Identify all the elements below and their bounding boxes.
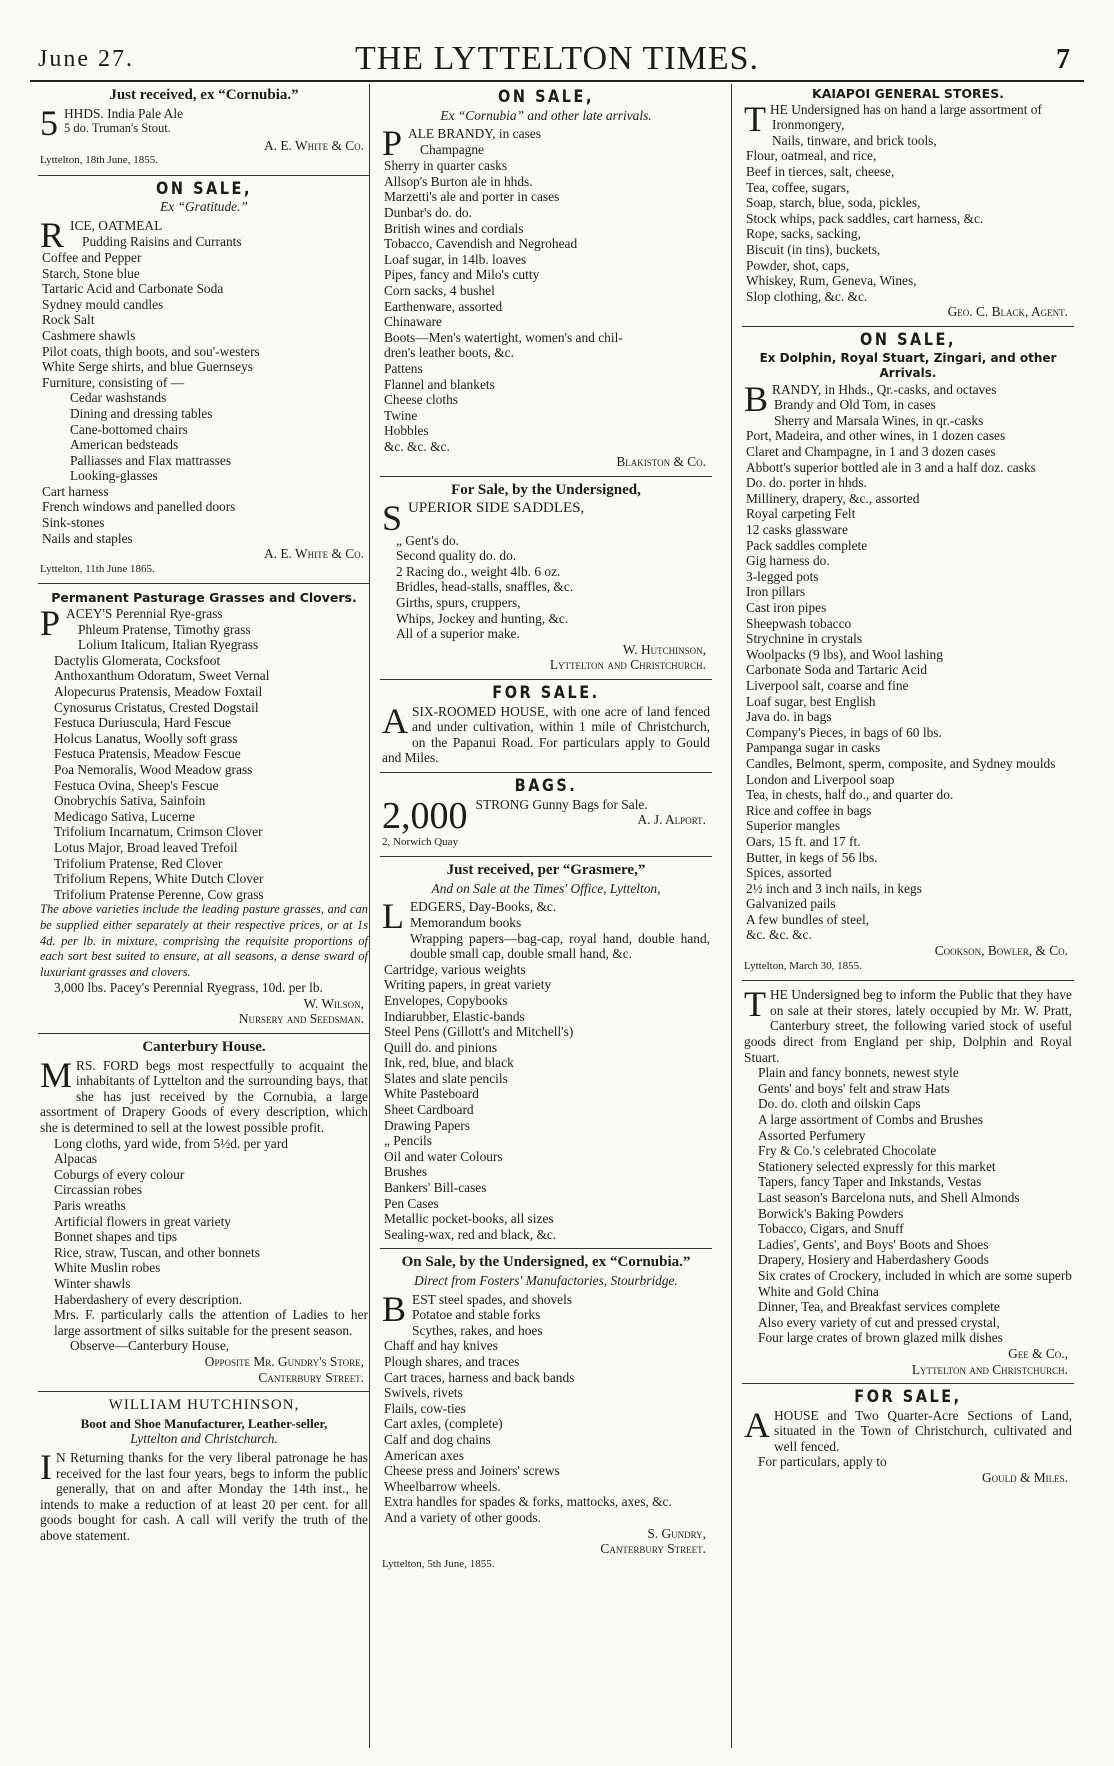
list-item: American axes [384,1447,464,1463]
ad-line: 5 do. Truman's Stout. [64,121,171,136]
list-item: Palliasses and Flax mattrasses [70,452,232,468]
ad-line: EST steel spades, and shovels [412,1291,573,1307]
list-item: Flails, cow-ties [384,1400,466,1416]
list-item: Oars, 15 ft. and 17 ft. [746,833,861,849]
list-item: Cartridge, various weights [384,961,526,977]
ad-kaiapoi-stores [742,86,1074,327]
list-item: Lolium Italicum, Italian Ryegrass [78,637,259,653]
list-item: Slop clothing, &c. &c. [746,288,868,304]
ad-pasture-grasses [38,590,370,1034]
drop-cap: S [382,497,403,538]
list-item: Drapery, Hosiery and Haberdashery Goods [758,1252,989,1268]
item-list [40,250,368,390]
list-item: Bonnet shapes and tips [54,1229,178,1245]
list-item: Trifolium Repens, White Dutch Clover [54,871,264,887]
ad-heading: Canterbury House. [142,1039,266,1056]
list-item: Oil and water Colours [384,1148,503,1164]
list-item: Phleum Pratense, Timothy grass [78,621,251,637]
drop-cap: P [382,123,403,164]
ad-signature: Observe—Canterbury House, [70,1338,230,1354]
ad-subheading: Lyttelton and Christchurch. [130,1431,278,1447]
list-item: Sink-stones [42,515,105,531]
list-item: Dining and dressing tables [70,405,213,421]
list-item: 2½ inch and 3 inch nails, in kegs [746,880,922,896]
drop-cap: T [744,98,766,139]
list-item: Bridles, head-stalls, snaffles, &c. [396,579,574,595]
list-item: Alopecurus Pratensis, Meadow Foxtail [54,684,263,699]
list-item: Cart traces, harness and back bands [384,1369,575,1385]
list-item: Artificial flowers in great variety [54,1213,231,1229]
ad-signature: Gould & Miles. [981,1470,1068,1486]
ad-signature: Cookson, Bowler, & Co. [934,943,1068,959]
list-item: Ladies', Gents', and Boys' Boots and Shoes [758,1236,989,1252]
ad-heading: FOR SALE. [492,683,600,703]
ad-paragraph: RS. FORD begs most respectfully to acquaint the inhabitants of Lyttelton and the surrounding bays, that she has just received by the Cornubia, a large assortment of Drapery Goods of every description, which she is determined to sell at the lowest possible profit. [40,1057,368,1136]
list-item: American bedsteads [70,437,179,453]
furniture-list [40,390,368,484]
list-item: 3-legged pots [746,568,819,584]
list-item: Assorted Perfumery [758,1127,866,1143]
ad-note: The above varieties include the leading pasture grasses, and can be supplied either separately at their respective prices, or at 1s 4d. per lb. in mixture, comprising the requisite proportions of each sort best suited to ensure, at all seasons, a dense sward of luxuriant grasses and clovers. [40,902,368,979]
ad-signature: Canterbury Street. [258,1369,364,1385]
list-item: Brandy and Old Tom, in cases [774,397,936,413]
list-item: Last season's Barcelona nuts, and Shell Almonds [758,1189,1020,1205]
list-item: Dunbar's do. do. [384,204,472,220]
list-item: „ Gent's do. [396,532,460,548]
drop-cap: T [744,984,766,1025]
ad-line: EDGERS, Day-Books, &c. [410,899,557,915]
list-item: Sheet Cardboard [384,1102,474,1118]
ad-signature: Nursery and Seedsman. [238,1011,364,1027]
item-list [382,915,710,1242]
ad-line: HE Undersigned has on hand a large assortment of [770,101,1042,117]
drop-cap: I [40,1446,52,1487]
list-item: Dactylis Glomerata, Cocksfoot [54,652,221,668]
list-item: Cart axles, (complete) [384,1416,503,1432]
ad-heading: ON SALE, [498,87,594,107]
list-item: Festuca Duriuscula, Hard Fescue [54,715,232,731]
ad-side-saddles [380,483,712,680]
list-item: Galvanized pails [746,896,836,912]
ad-paragraph: Mrs. F. particularly calls the attention of Ladies to her large assortment of silks suitable for the present season. [54,1307,368,1338]
list-item: Pattens [384,360,423,376]
list-item: Corn sacks, 4 bushel [384,282,495,298]
list-item: Loaf sugar, in 14lb. loaves [384,251,527,267]
ad-heading: On Sale, by the Undersigned, ex “Cornubia.” [401,1254,691,1271]
list-item: Bankers' Bill-cases [384,1180,487,1196]
list-item: Stock whips, pack saddles, cart harness, &c. [746,210,984,226]
newspaper-title: THE LYTTELTON TIMES. [354,40,760,77]
list-item: Millinery, drapery, &c., assorted [746,490,920,506]
list-item: Rope, sacks, sacking, [746,226,861,242]
ad-address: 2, Norwich Quay [382,835,459,848]
ad-gunny-bags [380,775,712,857]
list-item: Abbott's superior bottled ale in 3 and a half doz. casks [746,459,1036,475]
list-item: Superior mangles [746,818,841,834]
list-item: And a variety of other goods. [384,1509,541,1525]
list-item: Marzetti's ale and porter in cases [384,189,560,205]
list-item: Looking-glasses [70,468,158,484]
list-item: Six crates of Crockery, included in which are some superb White and Gold China [758,1267,1072,1299]
drop-cap: R [40,214,65,255]
list-item: Boots—Men's watertight, women's and chil- [384,329,623,345]
ad-heading: Just received, per “Grasmere,” [446,862,646,879]
list-item: Do. do. porter in hhds. [746,475,867,491]
list-item: Wheelbarrow wheels. [384,1478,501,1494]
ad-date: Lyttelton, 11th June 1865. [40,562,155,575]
list-item: White Muslin robes [54,1260,161,1276]
ad-paragraph: HOUSE and Two Quarter-Acre Sections of Land, situated in the Town of Christchurch, cultivated and well fenced. [774,1407,1072,1454]
ad-signature: A. J. Alport. [637,812,706,828]
list-item: All of a superior make. [396,626,520,642]
list-item: Flannel and blankets [384,376,495,392]
ad-house-for-sale [742,1387,1074,1492]
list-item: Tartaric Acid and Carbonate Soda [42,281,224,297]
list-item: Ink, red, blue, and black [384,1055,514,1071]
list-item: Flour, oatmeal, and rice, [746,148,877,164]
ad-line: ALE BRANDY, in cases [408,126,541,142]
list-item: White Pasteboard [384,1086,479,1102]
list-item: Biscuit (in tins), buckets, [746,241,881,257]
list-item: Sydney mould candles [42,296,164,312]
list-item: Twine [384,407,418,423]
ad-signature: A. E. White & Co. [263,546,364,562]
list-item: 12 casks glassware [746,522,848,538]
list-item: Cheese press and Joiners' screws [384,1463,560,1479]
list-item: Rock Salt [42,312,95,328]
ad-gee-and-co [742,984,1074,1384]
list-item: Chinaware [384,314,443,330]
list-item: Swivels, rivets [384,1385,463,1401]
list-item: Pack saddles complete [746,537,868,553]
ad-paragraph: N Returning thanks for the very liberal patronage he has received for the last four years, begs to inform the public generally, that on and after Monday the 14th inst., he intends to make a reduction of at least 20 per cent. for all goods bought for cash. A call will verify the truth of the above statement. [40,1449,368,1543]
list-item: Nails, tinware, and brick tools, [772,132,937,148]
list-item: Trifolium Pratense, Red Clover [54,855,223,871]
list-item: Whiskey, Rum, Geneva, Wines, [746,273,917,289]
ad-signature: Lyttelton and Christchurch. [911,1361,1068,1377]
list-item: Brushes [384,1164,428,1180]
list-item: Steel Pens (Gillott's and Mitchell's) [384,1024,574,1040]
list-item: Cynosurus Cristatus, Crested Dogstail [54,699,259,715]
list-item: Liverpool salt, coarse and fine [746,677,909,693]
ad-heading: WILLIAM HUTCHINSON, [108,1397,300,1414]
list-item: Beef in tierces, salt, cheese, [746,163,895,179]
list-item: Festuca Ovina, Sheep's Fescue [54,777,219,793]
list-item: Rice, straw, Tuscan, and other bonnets [54,1244,260,1260]
drop-cap: A [744,1404,770,1445]
ad-signature: W. Wilson, [303,995,364,1011]
list-item: Cashmere shawls [42,327,136,343]
list-item: Starch, Stone blue [42,265,140,281]
list-item: Furniture, consisting of — [42,374,185,390]
list-item: Indiarubber, Elastic-bands [384,1008,525,1024]
list-item: Cast iron pipes [746,600,827,615]
list-item: Memorandum books [410,914,522,930]
list-item: Cane-bottomed chairs [70,421,188,437]
ad-signature: W. Hutchinson, [622,641,706,657]
list-item: Loaf sugar, best English [746,693,876,709]
column-rule [731,84,732,1748]
list-item: Metallic pocket-books, all sizes [384,1211,554,1227]
ad-signature: Blakiston & Co. [616,454,706,470]
column-1 [38,86,370,1555]
ad-heading: KAIAPOI GENERAL STORES. [812,86,1004,101]
item-list [382,1307,710,1525]
drop-cap: P [40,603,61,644]
ad-heading: ON SALE, [156,178,252,199]
list-item: Tobacco, Cavendish and Negrohead [384,236,578,252]
list-item: Borwick's Baking Powders [758,1205,904,1221]
ad-signature: Gee & Co., [1008,1345,1068,1361]
ad-line: Pudding Raisins and Currants [82,233,242,249]
item-list [40,484,368,546]
list-item: Tobacco, Cigars, and Snuff [758,1221,904,1237]
ad-subheading: And on Sale at the Times' Office, Lyttelton, [431,880,661,896]
ad-line: RANDY, in Hhds., Qr.-casks, and octaves [772,381,997,397]
ad-on-sale-gratitude [38,178,370,585]
ad-date: Lyttelton, 18th June, 1855. [40,154,158,167]
list-item: Cheese cloths [384,392,459,408]
ad-paragraph: For particulars, apply to [758,1454,887,1470]
list-item: Medicago Sativa, Lucerne [54,808,195,824]
list-item: Ironmongery, [772,117,845,133]
list-item: Onobrychis Sativa, Sainfoin [54,793,206,809]
list-item: Strychnine in crystals [746,631,863,647]
drop-cap: 5 [40,102,58,143]
list-item: Poa Nemoralis, Wood Meadow grass [54,761,253,777]
list-item: French windows and panelled doors [42,499,236,515]
bag-quantity: 2,000 [382,794,468,837]
list-item: Woolpacks (9 lbs), and Wool lashing [746,646,943,662]
ad-signature: S. Gundry, [647,1525,706,1541]
list-item: Haberdashery of every description. [54,1291,243,1307]
list-item: Trifolium Incarnatum, Crimson Clover [54,824,263,840]
list-item: Tea, coffee, sugars, [746,179,850,195]
list-item: Slates and slate pencils [384,1070,508,1086]
list-item: Coffee and Pepper [42,249,142,265]
list-item: Sheepwash tobacco [746,615,852,631]
item-list [744,1065,1072,1346]
ad-subheading: Direct from Fosters' Manufactories, Stourbridge. [414,1273,678,1288]
ad-fosters-manufactories [380,1255,712,1578]
list-item: Stationery selected expressly for this market [758,1158,996,1174]
list-item: Pilot coats, thigh boots, and sou'-westers [42,343,260,359]
list-item: Nails and staples [42,530,133,546]
list-item: Tapers, fancy Taper and Inkstands, Vestas [758,1174,982,1190]
list-item: London and Liverpool soap [746,771,895,787]
list-item: &c. &c. &c. [746,927,812,943]
ad-subheading: Ex “Gratitude.” [160,199,248,215]
list-item: Also every variety of cut and pressed crystal, [758,1314,1000,1330]
list-item: Pen Cases [384,1195,439,1211]
list-item: Wrapping papers—bag-cap, royal hand, double hand, double small cap, double small hand, &c. [410,930,710,962]
list-item: A large assortment of Combs and Brushes [758,1112,984,1127]
list-item: dren's leather boots, &c. [384,345,514,361]
list-item: Second quality do. do. [396,548,517,564]
list-item: Coburgs of every colour [54,1166,185,1182]
drop-cap: A [382,700,408,741]
list-item: Trifolium Pratense Perenne, Cow grass [54,886,264,902]
drop-cap: B [382,1288,407,1329]
list-item: Quill do. and pinions [384,1039,498,1055]
column-2 [380,86,712,1584]
list-item: Candles, Belmont, sperm, composite, and Sydney moulds [746,755,1056,771]
list-item: Cart harness [42,483,109,499]
ad-on-sale-cornubia [380,87,712,477]
ad-subheading: Ex “Cornubia” and other late arrivals. [440,107,652,123]
ad-price: 3,000 lbs. Pacey's Perennial Ryegrass, 10d. per lb. [54,980,323,996]
ad-on-sale-dolphin [742,329,1074,981]
list-item: Iron pillars [746,584,806,600]
list-item: Soap, starch, blue, soda, pickles, [746,195,921,211]
list-item: Port, Madeira, and other wines, in 1 dozen cases [746,428,1006,444]
ad-heading: FOR SALE, [854,1387,962,1408]
list-item: Envelopes, Copybooks [384,992,508,1008]
list-item: Plough shares, and traces [384,1353,520,1369]
list-item: Spices, assorted [746,865,832,881]
list-item: Winter shawls [54,1275,131,1291]
ad-subheading: Ex Dolphin, Royal Stuart, Zingari, and other Arrivals. [759,350,1057,381]
list-item: Writing papers, in great variety [384,977,552,993]
list-item: Chaff and hay knives [384,1338,498,1354]
list-item: Potatoe and stable forks [412,1307,541,1323]
list-item: Circassian robes [54,1182,143,1198]
ad-line: Champagne [420,141,484,157]
list-item: 2 Racing do., weight 4lb. 6 oz. [396,563,561,579]
list-item: British wines and cordials [384,220,524,236]
ad-date: Lyttelton, 5th June, 1855. [382,1557,495,1570]
ad-line: UPERIOR SIDE SADDLES, [408,500,585,516]
drop-cap: B [744,378,769,419]
list-item: Lotus Major, Broad leaved Trefoil [54,839,238,855]
ad-heading: ON SALE, [860,329,956,350]
list-item: Alpacas [54,1151,98,1167]
drop-cap: M [40,1054,73,1095]
list-item: Cedar washstands [70,390,167,406]
list-item: Gig harness do. [746,553,830,569]
item-list [40,1136,368,1308]
list-item: „ Pencils [384,1133,432,1149]
list-item: Company's Pieces, in bags of 60 lbs. [746,724,942,740]
list-item: Sherry in quarter casks [384,158,508,174]
ad-canterbury-house [38,1040,370,1392]
ad-paragraph: HE Undersigned beg to inform the Public that they have on sale at their stores, lately occupied by Mr. W. Pratt, Canterbury street, the following varied stock of useful goods direct from England per ship, Dolphin and Royal Stuart. [744,987,1072,1065]
ad-signature: Geo. C. Black, Agent. [947,304,1068,320]
list-item: Gents' and boys' felt and straw Hats [758,1080,950,1096]
list-item: Pipes, fancy and Milo's cutty [384,267,540,283]
drop-cap: L [382,896,404,937]
ad-grasmere-stationery [380,863,712,1249]
list-item: Pampanga sugar in casks [746,740,881,756]
ad-signature: Lyttelton and Christchurch. [549,657,706,673]
list-item: Extra handles for spades & forks, mattocks, axes, &c. [384,1494,672,1510]
list-item: A few bundles of steel, [746,911,870,927]
list-item: Do. do. cloth and oilskin Caps [758,1096,921,1112]
item-list [744,397,1072,943]
list-item: Scythes, rakes, and hoes [412,1322,543,1338]
ad-william-hutchinson [38,1398,370,1549]
grass-list [40,622,368,903]
list-item: Festuca Pratensis, Meadow Fescue [54,746,241,762]
list-item: Holcus Lanatus, Woolly soft grass [54,730,238,746]
ad-signature: Canterbury Street. [600,1541,706,1557]
list-item: White Serge shirts, and blue Guernseys [42,359,253,375]
column-3 [742,86,1074,1498]
list-item: Sherry and Marsala Wines, in qr.-casks [774,412,984,428]
list-item: Royal carpeting Felt [746,506,856,522]
ad-heading: Just received, ex “Cornubia.” [109,87,299,103]
item-list [744,117,1072,304]
list-item: Hobbles [384,423,429,439]
ad-six-roomed-house [380,683,712,773]
list-item: Carbonate Soda and Tartaric Acid [746,662,928,678]
ad-signature: Opposite Mr. Gundry's Store, [204,1353,364,1369]
list-item: Dinner, Tea, and Breakfast services complete [758,1299,1000,1315]
ad-line: ICE, OATMEAL [70,217,163,233]
list-item: Paris wreaths [54,1198,126,1213]
list-item: Rice and coffee in bags [746,802,872,818]
list-item: Long cloths, yard wide, from 5½d. per yard [54,1135,288,1151]
list-item: Butter, in kegs of 56 lbs. [746,849,878,865]
ad-signature: A. E. White & Co. [263,137,364,153]
list-item: Sealing-wax, red and black, &c. [384,1226,557,1242]
list-item: Powder, shot, caps, [746,257,850,273]
list-item: Allsop's Burton ale in hhds. [384,173,533,189]
list-item: Calf and dog chains [384,1431,491,1447]
list-item: Drawing Papers [384,1117,470,1133]
ad-subheading: Boot and Shoe Manufacturer, Leather-seller, [80,1415,328,1431]
ad-line: ACEY'S Perennial Rye-grass [66,606,223,622]
list-item: Tea, in chests, half do., and quarter do. [746,787,954,803]
list-item: Whips, Jockey and hunting, &c. [396,610,569,626]
list-item: Earthenware, assorted [384,298,503,314]
list-item: Four large crates of brown glazed milk dishes [758,1330,1003,1346]
ad-date: Lyttelton, March 30, 1855. [744,959,862,972]
ad-paragraph: SIX-ROOMED HOUSE, with one acre of land fenced and under cultivation, within 1 mile of Christchurch, on the Papanui Road. For particulars apply to Gould and Miles. [382,703,710,766]
ad-paragraph: STRONG Gunny Bags for Sale. [475,796,648,812]
masthead [30,40,1084,82]
ad-cornubia-ale [38,88,370,176]
list-item: Java do. in bags [746,709,832,725]
list-item: &c. &c. &c. [384,438,450,454]
list-item: Fry & Co.'s celebrated Chocolate [758,1143,937,1159]
list-item: Girths, spurs, cruppers, [396,595,521,611]
issue-date: June 27. [38,46,134,72]
list-item: Anthoxanthum Odoratum, Sweet Vernal [54,668,270,684]
item-list [382,533,710,642]
ad-heading: BAGS. [514,775,578,796]
page-number: 7 [1056,44,1070,75]
ad-line: HHDS. India Pale Ale [64,105,184,121]
list-item: Claret and Champagne, in 1 and 3 dozen cases [746,444,996,460]
ad-heading: Permanent Pasturage Grasses and Clovers. [51,590,357,606]
list-item: Plain and fancy bonnets, newest style [758,1065,959,1081]
ad-heading: For Sale, by the Undersigned, [451,482,641,499]
item-list [382,158,710,454]
